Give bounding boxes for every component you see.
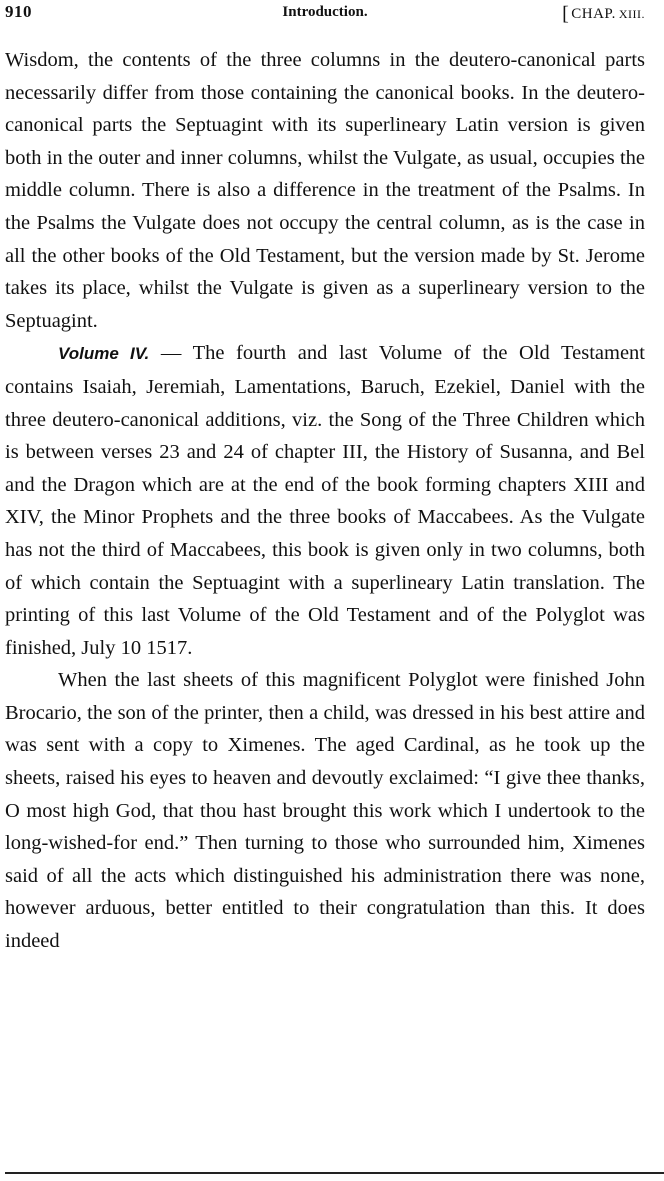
paragraph-volume-iv [5, 337, 645, 664]
chapter-label: CHAP. [571, 6, 616, 22]
chapter-number: XIII. [618, 7, 645, 21]
page-number: 910 [5, 2, 32, 21]
bracket-glyph: [ [562, 3, 570, 25]
section-heading-volume-iv: Volume IV. [58, 344, 150, 364]
book-page [5, 0, 645, 1181]
paragraph-last-sheets: When the last sheets of this magnificent Polyglot were finished John Brocario, the son of the printer, then a child, was dressed in his best attire and was sent with a copy to Ximenes. The aged Cardinal, as he took up the sheets, raised his eyes to heaven and devoutly exclaimed: “I give thee thanks, O most high God, that thou hast brought this work which I undertook to the long-wished-for end.” Then turning to those who surrounded him, Ximenes said of all the acts which distinguished his administration there was none, however arduous, better entitled to their congratulation than this. It does indeed [5, 669, 645, 953]
chapter-reference [562, 3, 645, 26]
running-title: Introduction. [282, 4, 368, 20]
paragraph-text: — The fourth and last Volume of the Old Testament contains Isaiah, Jeremiah, Lamentations, Baruch, Ezekiel, Daniel with the three deutero-canonical additions, viz. the Song of the Three Children which is between verses 23 and 24 of chapter III, the History of Susanna, and Bel and the Dragon which are at the end of the book forming chapters XIII and XIV, the Minor Prophets and the three books of Maccabees. As the Vulgate has not the third of Maccabees, this book is given only in two columns, both of which contain the Septuagint with a superlineary Latin translation. The printing of this last Volume of the Old Testament and of the Polyglot was finished, July 10 1517. [5, 342, 646, 659]
body-text [5, 44, 645, 958]
bottom-divider [5, 1172, 664, 1174]
paragraph-continuation: Wisdom, the contents of the three columns in the deutero-canonical parts necessarily differ from those containing the canonical books. In the deutero-canonical parts the Septuagint with its superlineary Latin version is given both in the outer and inner columns, whilst the Vulgate, as usual, occupies the middle column. There is also a difference in the treatment of the Psalms. In the Psalms the Vulgate does not occupy the central column, as is the case in all the other books of the Old Testament, but the version made by St. Jerome takes its place, whilst the Vulgate is given as a superlineary version to the Septuagint. [5, 49, 645, 332]
running-head [5, 2, 645, 28]
